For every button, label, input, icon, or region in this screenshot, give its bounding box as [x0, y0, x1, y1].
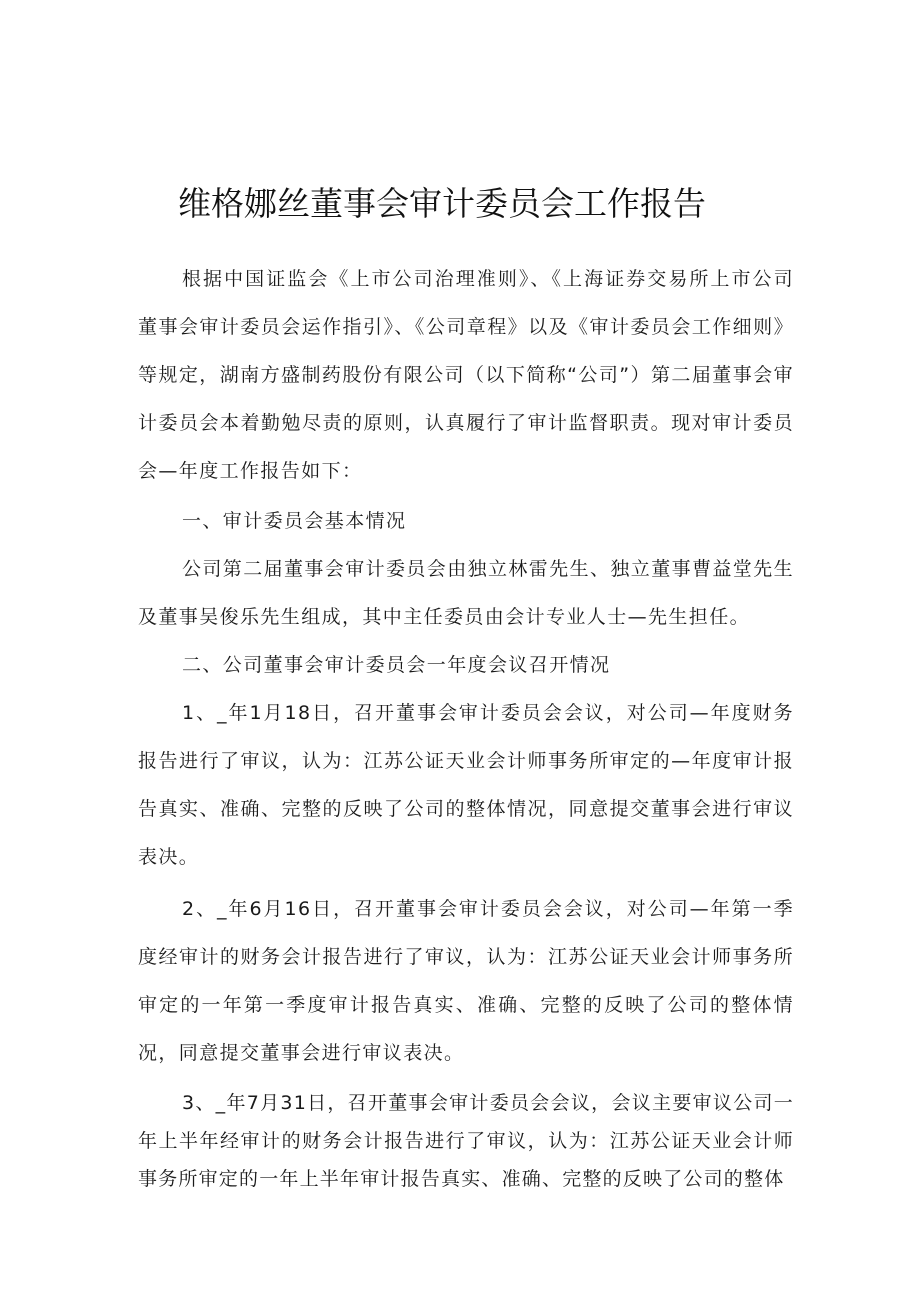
intro-paragraph: 根据中国证监会《上市公司治理准则》、《上海证券交易所上市公司董事会审计委员会运作指引》、《公司章程》以及《审计委员会工作细则》等规定，湖南方盛制药股份有限公司（以下简称“公司”）第二届董事会审计委员会本着勤勉尽责的原则，认真履行了审计监督职责。现对审计委员会—年度工作报告如下： [138, 268, 794, 482]
section-heading-meetings: 二、公司董事会审计委员会一年度会议召开情况 [182, 654, 611, 676]
meeting-item-2: 2、_年6月16日，召开董事会审计委员会会议，对公司—年第一季度经审计的财务会计报告进行了审议，认为：江苏公证天业会计师事务所审定的一年第一季度审计报告真实、准确、完整的反映了公司的整体情况，同意提交董事会进行审议表决。 [138, 898, 794, 1064]
section-heading-basic-info: 一、审计委员会基本情况 [182, 510, 407, 532]
meeting-item-1: 1、_年1月18日，召开董事会审计委员会会议，对公司—年度财务报告进行了审议，认为：江苏公证天业会计师事务所审定的—年度审计报告真实、准确、完整的反映了公司的整体情况，同意提交董事会进行审议表决。 [138, 702, 794, 868]
committee-members-paragraph: 公司第二届董事会审计委员会由独立林雷先生、独立董事曹益堂先生及董事吴俊乐先生组成，其中主任委员由会计专业人士—先生担任。 [138, 558, 795, 628]
meeting-item-3: 3、_年7月31日，召开董事会审计委员会会议，会议主要审议公司一年上半年经审计的财务会计报告进行了审议，认为：江苏公证天业会计师事务所审定的一年上半年审计报告真实、准确、完整的反映了公司的整体 [138, 1092, 794, 1190]
document-title: 维格娜丝董事会审计委员会工作报告 [178, 184, 706, 224]
